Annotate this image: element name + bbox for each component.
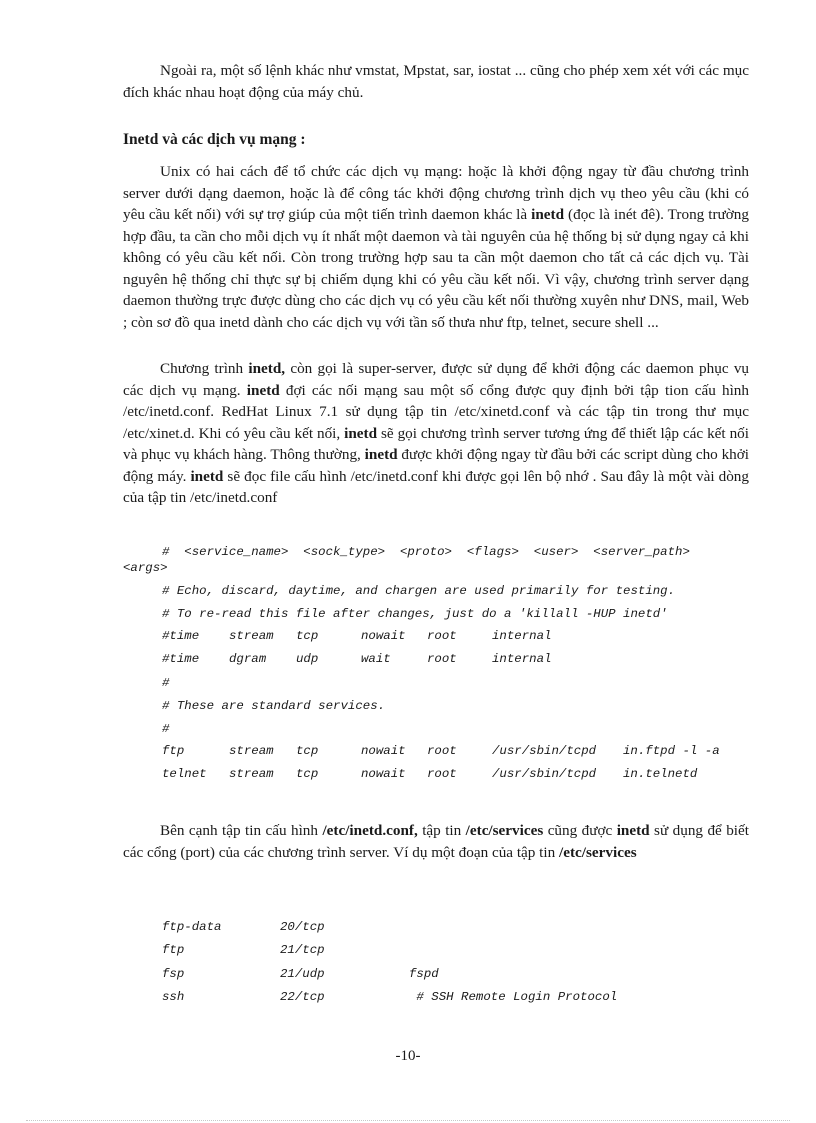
bold-term: /etc/inetd.conf, [322,822,418,839]
section-heading: Inetd và các dịch vụ mạng : [123,131,306,148]
code-cell: telnet [162,767,207,781]
code-cell: 22/tcp [280,990,325,1004]
code-cell: #time [162,652,200,666]
text-span: còn gọi là super-server, được sử dụng để khởi động các daemon phục vụ các dịch vụ mạng. [123,360,750,399]
bold-term: inetd [246,381,280,399]
text-span: sử dụng để biết các cổng (port) của các chương trình server. Ví dụ một đoạn của tập tin [123,822,749,861]
bold-term: inetd, [248,360,286,377]
code-cell: root [427,652,457,666]
code-comment: # These are standard services. [162,699,386,713]
code-cell: wait [361,652,391,666]
bold-term: inetd [364,446,398,463]
code-cell: nowait [361,744,406,758]
bold-term: inetd [344,424,378,442]
code-cell: nowait [361,629,406,643]
text-span: Bên cạnh tập tin cấu hình [160,822,323,839]
code-cell: dgram [229,652,267,666]
page-number: -10- [395,1048,421,1064]
text-span: sẽ gọi chương trình server tương ứng để thiết lập các kết nối và phục vụ khách hàng. Thông thường, [123,424,749,463]
footer-divider [26,1120,790,1121]
code-cell: 20/tcp [280,920,325,934]
inetd-program-paragraph [123,358,749,509]
code-cell: #time [162,629,200,643]
bold-term: inetd [190,467,224,485]
code-cell: tcp [296,744,319,758]
code-cell: tcp [296,629,319,643]
text-span: sẽ đọc file cấu hình /etc/inetd.conf khi được gọi lên bộ nhớ . Sau đây là một vài dòng của tập tin /etc/inetd.conf [123,467,749,506]
code-cell: internal [492,652,552,666]
code-cell: fsp [162,967,185,981]
code-cell: ftp-data [162,920,222,934]
code-cell: 21/tcp [280,943,325,957]
code-cell: stream [229,767,274,781]
code-cell: internal [492,629,552,643]
code-comment: # [162,722,170,736]
code-cell: root [427,767,457,781]
text-span: được khởi động ngay từ đầu bởi các script dùng cho khởi động máy. [123,446,750,485]
code-cell: /usr/sbin/tcpd [492,744,597,758]
code-cell: nowait [361,767,406,781]
code-cell: root [427,629,457,643]
code-comment: # Echo, discard, daytime, and chargen are used primarily for testing. [162,584,676,598]
code-cell: in.telnetd [623,767,698,781]
inetd-intro-paragraph [123,161,749,333]
code-cell: 21/udp [280,967,325,981]
code-cell: ftp [162,943,185,957]
text-span: cũng được [543,822,617,839]
code-cell: root [427,744,457,758]
code-cell: in.ftpd -l -a [623,744,720,758]
code-cell: ssh [162,990,185,1004]
code-cell: fspd [409,967,439,981]
code-cell: stream [229,629,274,643]
text-span: Chương trình [160,360,249,377]
code-cell: udp [296,652,319,666]
code-header-continuation: <args> [123,561,168,575]
code-cell: /usr/sbin/tcpd [492,767,597,781]
text-span: tập tin [417,822,466,839]
bold-term: /etc/services [559,843,637,861]
code-cell: stream [229,744,274,758]
bold-term: inetd [531,206,565,223]
code-comment: # To re-read this file after changes, just do a 'killall -HUP inetd' [162,607,668,621]
text-span: (đọc là inét đê). Trong trường hợp đầu, ta cần cho mỗi dịch vụ ít nhất một daemon và tài nguyên của hệ thống bị sử dụng ngay cả khi không có yêu cầu kết nối. Còn trong trường hợp sau ta cần một daemon cho tất cả các dịch vụ. Tài nguyên hệ thống chỉ thực sự bị chiếm dụng khi có yêu cầu kết nối. Vì vậy, chương trình server dạng daemon thường trực được dùng cho các dịch vụ có yêu cầu kết nối thường xuyên như DNS, mail, Web ; còn sơ đồ qua inetd dành cho các dịch vụ với tần số thưa như ftp, telnet, secure shell ... [123,206,749,331]
code-cell: ftp [162,744,185,758]
text-span: đợi các nối mạng sau một số cổng được quy định bởi tập tion cấu hình /etc/inetd.conf. RedHat Linux 7.1 sử dụng tập tin /etc/xinetd.conf và các tập tin trong thư mục /etc/xinet.d. Khi có yêu cầu kết nối, [123,381,749,442]
text-span: Unix có hai cách để tổ chức các dịch vụ mạng: hoặc là khởi động ngay từ đầu chương trình server dưới dạng daemon, hoặc là để công tác khởi động chương trình dịch vụ theo yêu cầu (khi có yêu cầu kết nối) với sự trợ giúp của một tiến trình daemon khác là [123,163,749,223]
code-header-line: # <service_name> <sock_type> <proto> <flags> <user> <server_path> [162,545,690,559]
code-comment: # [162,676,170,690]
code-cell: tcp [296,767,319,781]
code-cell: # SSH Remote Login Protocol [409,990,618,1004]
bold-term: inetd [616,822,650,839]
intro-text: Ngoài ra, một số lệnh khác như vmstat, Mpstat, sar, iostat ... cũng cho phép xem xét với các mục đích khác nhau hoạt động của máy chủ. [123,62,749,101]
intro-paragraph [123,60,749,103]
services-paragraph [123,820,749,863]
bold-term: /etc/services [465,822,544,839]
